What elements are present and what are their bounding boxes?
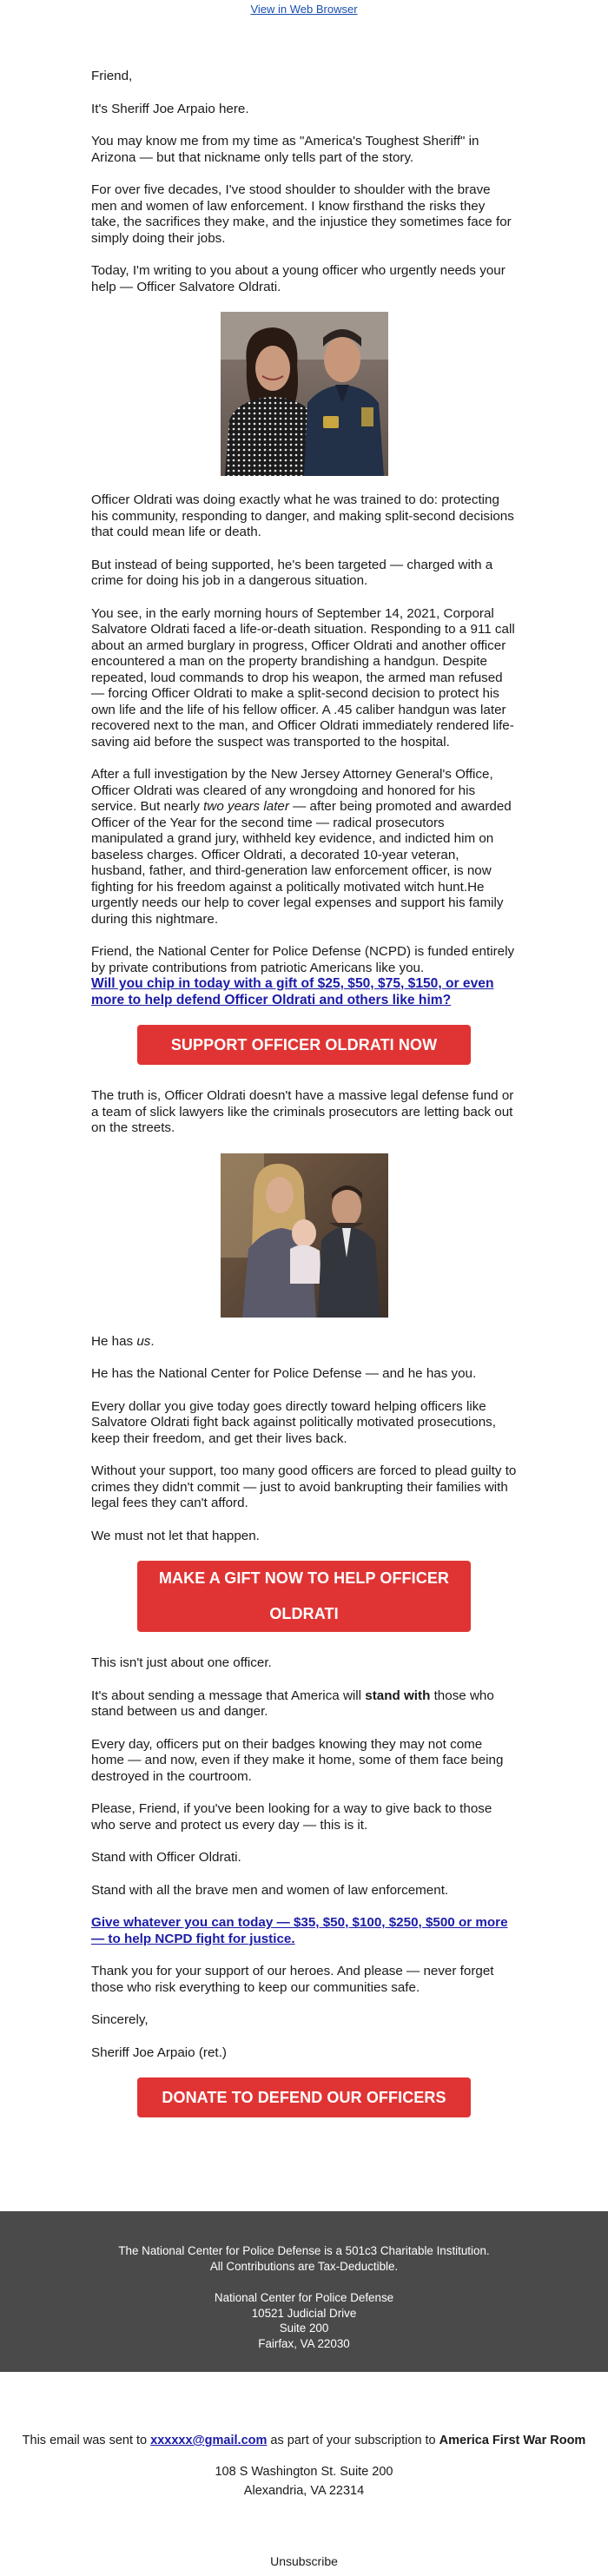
- text: This email was sent to: [22, 2434, 151, 2447]
- sent-notice: [0, 2432, 608, 2449]
- text: those who stand between us and danger.: [91, 1688, 494, 1719]
- greeting: Friend,: [91, 69, 133, 83]
- sender-address: [0, 2462, 608, 2500]
- paragraph: Without your support, too many good officers are forced to plead guilty to crimes they didn't commit — just to avoid bankrupting their families with legal fees they can't afford.: [91, 1463, 517, 1510]
- couple-photo-icon: [221, 312, 388, 476]
- sender-street: 108 S Washington St. Suite 200: [215, 2465, 393, 2479]
- paragraph: But instead of being supported, he's been targeted — charged with a crime for doing his job in a dangerous situation.: [91, 557, 493, 588]
- cta-wrap: [91, 1025, 517, 1065]
- emphasis: two years later: [203, 799, 289, 814]
- text: It's about sending a message that America will: [91, 1688, 366, 1703]
- paragraph: Officer Oldrati was doing exactly what he was trained to do: protecting his community, responding to danger, and making split-second decisions that could mean life or death.: [91, 492, 514, 539]
- paragraph: [91, 1688, 517, 1721]
- sender-city: Alexandria, VA 22314: [243, 2484, 365, 2498]
- text: as part of your subscription to: [267, 2434, 439, 2447]
- text: .: [150, 1333, 155, 1349]
- footer-light: [0, 2432, 608, 2500]
- paragraph: Every dollar you give today goes directly toward helping officers like Salvatore Oldrati fight back against politically motivated prosecutions, keep their freedom, and get their lives back.: [91, 1398, 496, 1446]
- paragraph: He has the National Center for Police Defense — and he has you.: [91, 1366, 477, 1381]
- paragraph: We must not let that happen.: [91, 1528, 260, 1543]
- make-gift-button[interactable]: MAKE A GIFT NOW TO HELP OFFICER OLDRATI: [137, 1561, 471, 1632]
- org-address: [0, 2290, 608, 2351]
- text: — after being promoted and awarded Officer of the Year for the second time — radical prosecutors manipulated a grand jury, withheld key evidence, and indicted him on baseless charges. Officer Oldrati, a decorated 10-year veteran, husband, father, and third-generation law enforcement officer, is now fighting for his freedom against a politically motivated witch hunt.He urgently needs our help to cover legal expenses and support his family during this nightmare.: [91, 799, 512, 927]
- list-name: America First War Room: [439, 2434, 586, 2447]
- charity-notice: The National Center for Police Defense is a 501c3 Charitable Institution. All Contributions are Tax-Deductible.: [118, 2244, 490, 2273]
- paragraph: You may know me from my time as "America's Toughest Sheriff" in Arizona — but that nickname only tells part of the story.: [91, 134, 479, 165]
- org-name: National Center for Police Defense: [214, 2291, 394, 2304]
- letter-body: [91, 69, 517, 2117]
- text: He has: [91, 1333, 137, 1349]
- paragraph: [91, 1334, 517, 1351]
- paragraph: [91, 767, 517, 928]
- unsubscribe-link[interactable]: Unsubscribe: [270, 2554, 338, 2568]
- paragraph: [91, 1915, 517, 1947]
- paragraph: Please, Friend, if you've been looking for a way to give back to those who serve and protect us every day — this is it.: [91, 1801, 492, 1833]
- paragraph: The truth is, Officer Oldrati doesn't have a massive legal defense fund or a team of slick lawyers like the criminals prosecutors are letting back out on the streets.: [91, 1088, 514, 1135]
- text: Friend, the National Center for Police Defense (NCPD) is funded entirely by private contributions from patriotic Americans like you.: [91, 944, 515, 975]
- org-city: Fairfax, VA 22030: [258, 2336, 350, 2350]
- donate-button[interactable]: DONATE TO DEFEND OUR OFFICERS: [137, 2077, 471, 2117]
- paragraph: Thank you for your support of our heroes. And please — never forget those who risk everything to keep our communities safe.: [91, 1964, 494, 1995]
- cta-wrap: [91, 1561, 517, 1632]
- support-officer-button[interactable]: SUPPORT OFFICER OLDRATI NOW: [137, 1025, 471, 1065]
- org-suite: Suite 200: [279, 2322, 329, 2335]
- donate-amounts-link[interactable]: Will you chip in today with a gift of $25, $50, $75, $150, or even more to help defend Officer Oldrati and others like him?: [91, 976, 494, 1007]
- bold-text: stand with: [365, 1688, 431, 1703]
- paragraph-intro: It's Sheriff Joe Arpaio here.: [91, 101, 249, 116]
- footer-dark: [0, 2211, 608, 2372]
- paragraph: [91, 944, 517, 1008]
- paragraph: For over five decades, I've stood shoulder to shoulder with the brave men and women of law enforcement. I know firsthand the risks they take, the sacrifices they make, and the injustice they sometimes face for simply doing their jobs.: [91, 182, 512, 246]
- paragraph: Stand with all the brave men and women of law enforcement.: [91, 1882, 449, 1898]
- org-street: 10521 Judicial Drive: [251, 2306, 357, 2320]
- signature: Sheriff Joe Arpaio (ret.): [91, 2044, 227, 2060]
- signoff: Sincerely,: [91, 2012, 149, 2027]
- paragraph: Stand with Officer Oldrati.: [91, 1850, 241, 1865]
- paragraph: This isn't just about one officer.: [91, 1655, 272, 1670]
- cta-wrap: [91, 2077, 517, 2117]
- top-bar: [0, 0, 608, 21]
- family-photo-icon: [221, 1153, 388, 1318]
- paragraph: Today, I'm writing to you about a young officer who urgently needs your help — Officer Salvatore Oldrati.: [91, 263, 506, 294]
- view-in-browser-link[interactable]: View in Web Browser: [250, 3, 358, 16]
- give-whatever-link[interactable]: Give whatever you can today — $35, $50, $100, $250, $500 or more — to help NCPD fight for justice.: [91, 1915, 508, 1946]
- paragraph: You see, in the early morning hours of September 14, 2021, Corporal Salvatore Oldrati faced a life-or-death situation. Responding to a 911 call about an armed burglary in progress, Officer Oldrati and another officer encountered a man on the property brandishing a handgun. Despite repeated, loud commands to drop his weapon, the armed man refused — forcing Officer Oldrati to make a split-second decision to protect his own life and the life of his fellow officer. A .45 caliber handgun was later recovered next to the man, and Officer Oldrati immediately rendered life-saving aid before the suspect was transported to the hospital.: [91, 605, 515, 750]
- recipient-email-link[interactable]: xxxxxx@gmail.com: [150, 2434, 268, 2447]
- paragraph: Every day, officers put on their badges knowing they may not come home — and now, even if they make it home, some of them face being destroyed in the courtroom.: [91, 1736, 504, 1784]
- emphasis: us: [136, 1333, 151, 1349]
- text: After a full investigation by the New Jersey Attorney General's Office, Officer Oldrati was cleared of any wrongdoing and honored for his service. But nearly: [91, 767, 493, 814]
